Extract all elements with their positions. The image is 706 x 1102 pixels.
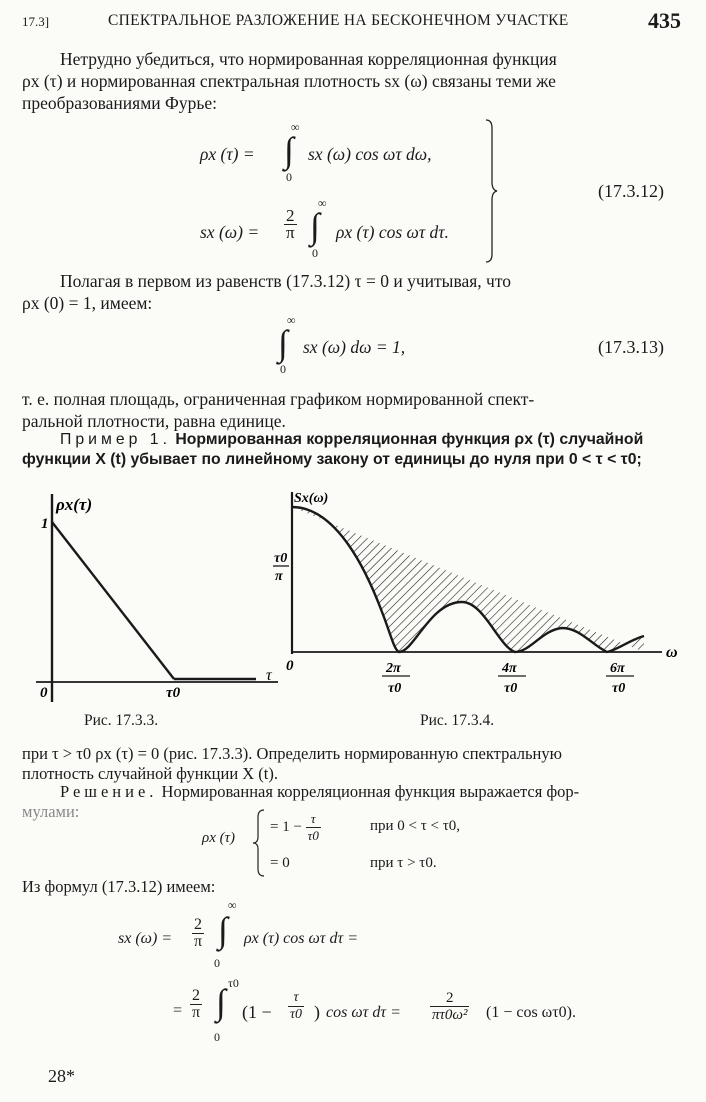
denominator: τ0 <box>307 828 319 843</box>
denominator: πτ0ω² <box>432 1007 468 1023</box>
row1-condition: при 0 < τ < τ0, <box>370 818 461 834</box>
denominator: π <box>286 223 295 242</box>
text-line: ρx (τ) и нормированная спектральная плотность sx (ω) связаны теми же <box>22 71 556 91</box>
origin-label: 0 <box>286 658 294 674</box>
x-tick-6pi-den: τ0 <box>612 681 626 696</box>
paren-open: (1 − <box>242 1002 272 1022</box>
numerator: 2 <box>430 990 469 1007</box>
final-l1-lhs: sx (ω) = <box>118 930 173 947</box>
numerator: τ <box>288 990 304 1007</box>
final-l2-tail: (1 − cos ωτ0). <box>486 1004 576 1021</box>
fraction-2-over-pi <box>284 208 297 241</box>
running-title: СПЕКТРАЛЬНОЕ РАЗЛОЖЕНИЕ НА БЕСКОНЕЧНОМ УЧАСТКЕ <box>108 12 569 29</box>
paragraph-fourier-intro <box>22 48 682 114</box>
x-tick-2pi-den: τ0 <box>388 681 402 696</box>
figure-17-3-3 <box>16 482 286 722</box>
numerator: 2 <box>192 917 204 934</box>
paragraph-area <box>22 388 682 432</box>
lower-limit: 0 <box>280 362 286 376</box>
y-axis-label: ρx(τ) <box>56 495 93 514</box>
fraction-tau-over-tau0 <box>306 811 321 844</box>
text-line: плотность случайной функции X (t). <box>22 764 279 783</box>
y-tick-numerator: τ0 <box>274 551 288 566</box>
text-line: Нормированная корреляционная функция выражается фор- <box>161 782 580 801</box>
origin-label: 0 <box>40 685 48 701</box>
text-line: Нормированная корреляционная функция ρx (τ) случайной <box>175 431 644 448</box>
piecewise-lhs: ρx (τ) <box>202 830 235 846</box>
text-line: т. е. полная площадь, ограниченная графиком нормированной спект- <box>22 389 535 409</box>
text-line: Полагая в первом из равенств (17.3.12) τ = 0 и учитывая, что <box>60 271 512 291</box>
solution <box>22 782 682 822</box>
equation-number: (17.3.12) <box>598 181 664 201</box>
denominator: π <box>192 1004 201 1021</box>
y-tick-1: 1 <box>41 516 49 532</box>
fraction-2-over-pi <box>190 988 202 1021</box>
fraction-tau-over-tau0 <box>288 990 304 1023</box>
final-l2-equals: = <box>172 1002 183 1019</box>
y-tick-denominator: π <box>275 569 283 584</box>
numerator: 2 <box>284 208 297 225</box>
fraction-result <box>430 990 469 1023</box>
text-line: преобразованиями Фурье: <box>22 93 217 113</box>
upper-limit: ∞ <box>228 898 237 912</box>
integral-sign: ∫ <box>310 206 320 246</box>
solution-label: Решение. <box>60 782 158 801</box>
upper-limit: ∞ <box>291 120 300 134</box>
text-line: функции X (t) убывает по линейному закону от единицы до нуля при 0 < τ < τ0; <box>22 451 642 468</box>
left-brace <box>252 808 266 878</box>
text-line: мулами: <box>22 802 80 821</box>
eq-line-b-rhs: ρx (τ) cos ωτ dτ. <box>336 222 449 242</box>
upper-limit: ∞ <box>287 313 296 327</box>
integral-sign: ∫ <box>216 982 226 1022</box>
equation-17-3-12 <box>200 118 500 258</box>
denominator: τ0 <box>290 1007 303 1022</box>
numerator: τ <box>306 811 321 828</box>
signature-mark: 28* <box>48 1066 75 1086</box>
page-number: 435 <box>648 8 681 33</box>
equation-number: (17.3.13) <box>598 337 664 357</box>
final-l2-body: cos ωτ dτ = <box>326 1004 401 1021</box>
eq-line-a-lhs: ρx (τ) = <box>200 144 255 164</box>
y-axis-label: Sx(ω) <box>294 491 329 506</box>
integral-sign: ∫ <box>218 910 228 950</box>
row2-condition: при τ > τ0. <box>370 855 437 871</box>
text-line: при τ > τ0 ρx (τ) = 0 (рис. 17.3.3). Определить нормированную спектральную <box>22 744 562 763</box>
row1-expression: = 1 − <box>270 818 302 835</box>
paragraph-tau-zero <box>22 270 682 314</box>
upper-limit: ∞ <box>318 196 327 210</box>
tau0-label: τ0 <box>166 685 181 701</box>
denominator: π <box>194 933 203 950</box>
text-line: Нетрудно убедиться, что нормированная корреляционная функция <box>60 49 557 69</box>
text-line: ральной плотности, равна единице. <box>22 411 286 431</box>
fraction-2-over-pi <box>192 917 204 950</box>
x-tick-6pi-num: 6π <box>610 661 625 676</box>
example-label: Пример 1. <box>60 431 171 448</box>
paragraph-task <box>22 744 682 784</box>
integral-sign: ∫ <box>278 323 288 363</box>
section-ref: 17.3] <box>22 14 50 29</box>
shaded-area <box>292 507 644 652</box>
x-tick-4pi-num: 4π <box>502 661 517 676</box>
integral-sign: ∫ <box>284 130 294 170</box>
x-tick-2pi-num: 2π <box>386 661 401 676</box>
x-tick-4pi-den: τ0 <box>504 681 518 696</box>
lower-limit: 0 <box>214 1030 220 1044</box>
right-brace <box>484 118 498 264</box>
piecewise-row-1 <box>270 811 321 844</box>
equation-17-3-13: sx (ω) dω = 1, <box>303 337 406 357</box>
figure-17-3-4 <box>262 482 702 704</box>
lower-limit: 0 <box>286 170 292 184</box>
figure-caption-17-3-4: Рис. 17.3.4. <box>420 712 495 729</box>
correlation-line <box>52 522 174 679</box>
lower-limit: 0 <box>214 956 220 970</box>
paragraph-from-formulas <box>22 876 682 898</box>
eq-line-b-lhs: sx (ω) = <box>200 222 260 242</box>
x-axis-label: ω <box>666 644 678 661</box>
upper-limit: τ0 <box>228 976 239 990</box>
paren-close: ) <box>314 1002 320 1022</box>
eq-line-a-rhs: sx (ω) cos ωτ dω, <box>308 144 432 164</box>
numerator: 2 <box>190 988 202 1005</box>
text-line: Из формул (17.3.12) имеем: <box>22 877 216 896</box>
text-line: ρx (0) = 1, имеем: <box>22 293 153 313</box>
example-1 <box>22 430 682 470</box>
lower-limit: 0 <box>312 246 318 260</box>
x-axis-label: τ <box>266 667 272 684</box>
row2-expression: = 0 <box>270 855 290 871</box>
figure-caption-17-3-3: Рис. 17.3.3. <box>84 712 159 729</box>
final-l1-body: ρx (τ) cos ωτ dτ = <box>244 930 359 947</box>
